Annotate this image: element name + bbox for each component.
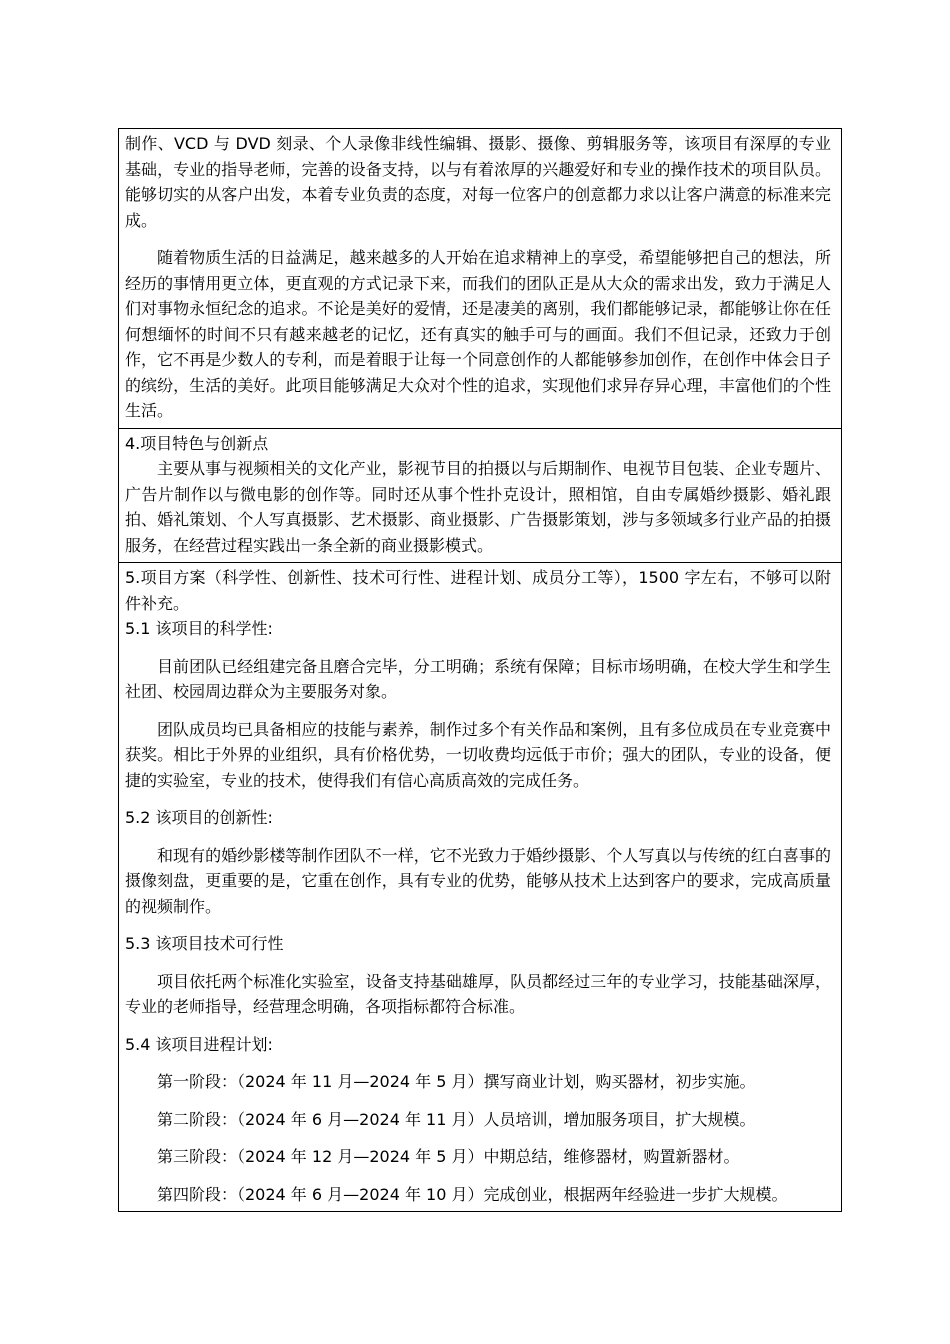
features-cell bbox=[119, 428, 842, 563]
project-description-cell bbox=[119, 129, 842, 429]
phase-item: 第二阶段：（2024 年 6 月—2024 年 11 月）人员培训，增加服务项目，扩大规模。 bbox=[157, 1109, 756, 1129]
project-form-table bbox=[118, 128, 842, 1212]
subsection-title: 5.1 该项目的科学性: bbox=[125, 619, 273, 638]
table-row bbox=[119, 428, 842, 563]
phase-item: 第一阶段：（2024 年 11 月—2024 年 5 月）撰写商业计划，购买器材，初步实施。 bbox=[157, 1072, 756, 1091]
subsection-title: 5.3 该项目技术可行性 bbox=[125, 934, 284, 953]
paragraph: 团队成员均已具备相应的技能与素养，制作过多个有关作品和案例，且有多位成员在专业竞赛中获奖。相比于外界的业组织，具有价格优势，一切收费均远低于市价；强大的团队，专业的设备，便捷的实验室，专业的技术，使得我们有信心高质高效的完成任务。 bbox=[125, 719, 831, 790]
paragraph: 主要从事与视频相关的文化产业，影视节目的拍摄以与后期制作、电视节目包装、企业专题片、广告片制作以与微电影的创作等。同时还从事个性扑克设计，照相馆，自由专属婚纱摄影、婚礼跟拍、婚礼策划、个人写真摄影、艺术摄影、商业摄影、广告摄影策划，涉与多领域多行业产品的拍摄服务，在经营过程实践出一条全新的商业摄影模式。 bbox=[125, 459, 831, 555]
section-heading: 5.项目方案（科学性、创新性、技术可行性、进程计划、成员分工等），1500 字左右，不够可以附件补充。 bbox=[125, 568, 831, 613]
paragraph: 目前团队已经组建完备且磨合完毕，分工明确；系统有保障；目标市场明确，在校大学生和学生社团、校园周边群众为主要服务对象。 bbox=[125, 656, 831, 701]
paragraph: 随着物质生活的日益满足，越来越多的人开始在追求精神上的享受，希望能够把自己的想法，所经历的事情用更立体，更直观的方式记录下来，而我们的团队正是从大众的需求出发，致力于满足人们对事物永恒纪念的追求。不论是美好的爱情，还是凄美的离别，我们都能够记录，都能够让你在任何想缅怀的时间不只有越来越老的记忆，还有真实的触手可与的画面。我们不但记录，还致力于创作，它不再是少数人的专利，而是着眼于让每一个同意创作的人都能够参加创作，在创作中体会日子的缤纷，生活的美好。此项目能够满足大众对个性的追求，实现他们求异存异心理，丰富他们的个性生活。 bbox=[125, 248, 831, 420]
subsection-title: 5.2 该项目的创新性: bbox=[125, 808, 273, 827]
subsection-title: 5.4 该项目进程计划: bbox=[125, 1034, 273, 1054]
paragraph: 项目依托两个标准化实验室，设备支持基础雄厚，队员都经过三年的专业学习，技能基础深厚，专业的老师指导，经营理念明确，各项指标都符合标准。 bbox=[125, 971, 831, 1016]
table-row bbox=[119, 129, 842, 429]
phase-item: 第三阶段：（2024 年 12 月—2024 年 5 月）中期总结，维修器材，购置新器材。 bbox=[157, 1147, 740, 1166]
table-row bbox=[119, 563, 842, 1212]
project-plan-cell bbox=[119, 563, 842, 1212]
paragraph: 制作、VCD 与 DVD 刻录、个人录像非线性编辑、摄影、摄像、剪辑服务等，该项目有深厚的专业基础，专业的指导老师，完善的设备支持，以与有着浓厚的兴趣爱好和专业的操作技术的项目队员。能够切实的从客户出发，本着专业负责的态度，对每一位客户的创意都力求以让客户满意的标准来完成。 bbox=[125, 134, 831, 230]
paragraph: 和现有的婚纱影楼等制作团队不一样，它不光致力于婚纱摄影、个人写真以与传统的红白喜事的摄像刻盘，更重要的是，它重在创作，具有专业的优势，能够从技术上达到客户的要求，完成高质量的视频制作。 bbox=[125, 845, 831, 916]
section-heading: 4.项目特色与创新点 bbox=[125, 433, 269, 453]
phase-item: 第四阶段：（2024 年 6 月—2024 年 10 月）完成创业，根据两年经验进一步扩大规模。 bbox=[157, 1184, 788, 1204]
